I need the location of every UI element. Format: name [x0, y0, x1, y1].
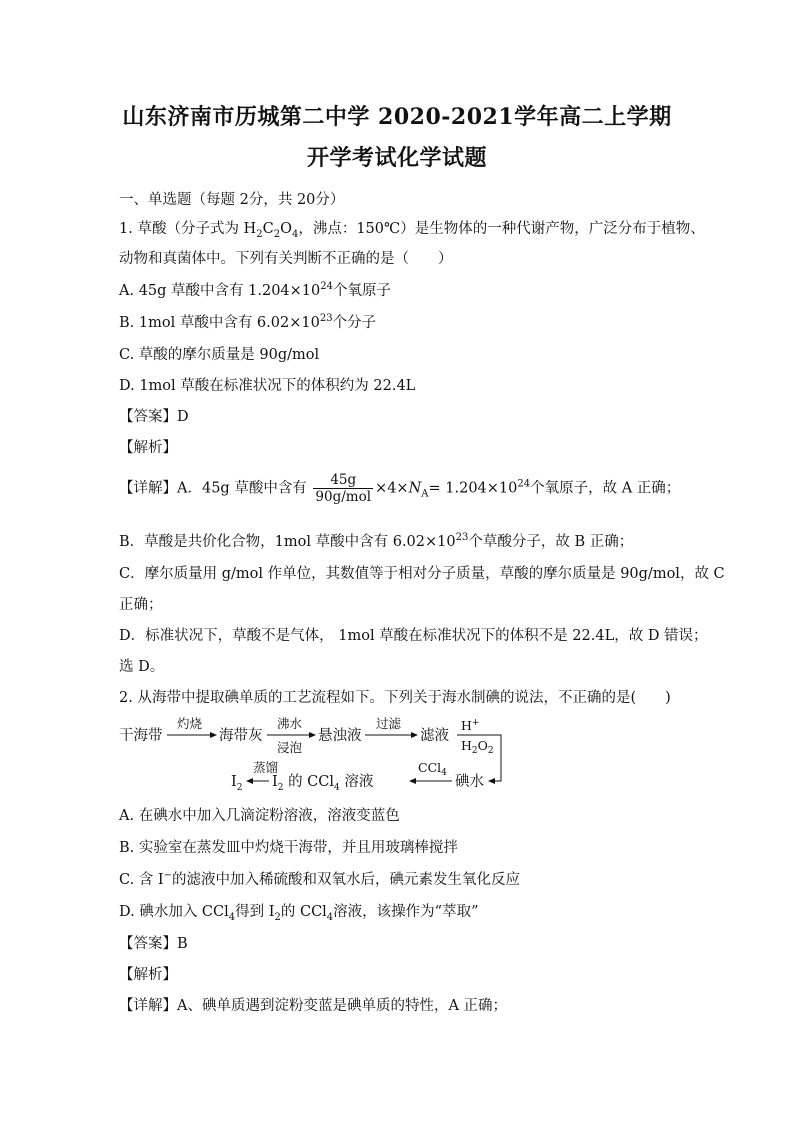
q1-explain-d: D．标准状况下，草酸不是气体， 1mol 草酸在标准状况下的体积不是 22.4L，故 D 错误；: [119, 628, 708, 644]
q2-option-d: D. 碘水加入 CCl$_4$得到 $I_2$的 CCl$_4$溶液，该操作为“萃取”: [119, 904, 479, 923]
q1-analysis-label: 【解析】: [119, 440, 177, 456]
q1-answer: 【答案】D: [119, 409, 189, 425]
q1-detail-a: 【详解】A．45g 草酸中含有 $\frac{45g}{\text{90g/mol}}$ $\times 4\times N_A= 1.204\times 10^{24}$个氧原子，故 A 正确；: [119, 472, 681, 505]
q1-option-d: D. 1mol 草酸在标准状况下的体积约为 22.4L: [119, 378, 416, 394]
q1-option-a: A. 45g 草酸中含有 $1.204\times 10^{24}$个氧原子: [119, 281, 391, 299]
flow-label-boiling-water: 沸水: [277, 716, 303, 731]
flow-label-ccl4: CCl$_4$: [418, 760, 447, 778]
flow-node-suspension: 悬浊液: [318, 728, 362, 744]
flow-reagent-h: H+: [461, 718, 480, 733]
q1-stem-line1: 1. 草酸（分子式为 $H_2C_2O_4$，沸点：150℃）是生物体的一种代谢产物，广泛分布于植物、: [119, 221, 705, 240]
flow-label-distill: 蒸馏: [253, 760, 279, 775]
q2-stem: 2. 从海带中提取碘单质的工艺流程如下。下列关于海水制碘的说法，不正确的是( ): [119, 690, 671, 706]
q1-explain-c2: 正确；: [119, 597, 163, 613]
flow-reagent-h2o2: $H_2O_2$: [461, 738, 494, 756]
flow-node-i2: $I_2$: [231, 774, 243, 793]
q1-explain-c1: C．摩尔质量用 g/mol 作单位，其数值等于相对分子质量，草酸的摩尔质量是 90g/mol，故 C: [119, 566, 725, 582]
q1-stem-line2: 动物和真菌体中。下列有关判断不正确的是（ ）: [119, 251, 453, 267]
flow-diagram: [119, 712, 519, 794]
document-title-line2: 开学考试化学试题: [306, 145, 487, 171]
flow-node-i2-ccl4-solution: $I_2$ 的 CCl$_4$ 溶液: [272, 774, 374, 793]
q1-choose: 选 D。: [119, 659, 165, 675]
flow-node-iodine-water: 碘水: [455, 774, 484, 790]
fraction: $\frac{45g}{\text{90g/mol}}$: [315, 472, 372, 505]
q1-option-b: B. 1mol 草酸中含有 $6.02\times 10^{23}$个分子: [119, 313, 377, 331]
q2-detail: 【详解】A、碘单质遇到淀粉变蓝是碘单质的特性，A 正确；: [119, 998, 508, 1014]
flow-label-burn: 灼烧: [177, 716, 203, 731]
q1-option-c: C. 草酸的摩尔质量是 90g/mol: [119, 347, 320, 363]
document-title-line1: 山东济南市历城第二中学 2020-2021学年高二上学期: [122, 104, 672, 130]
q2-option-c: C. 含 I−的滤液中加入稀硫酸和双氧水后，碘元素发生氧化反应: [119, 870, 521, 888]
flow-arrow-4: [489, 735, 501, 781]
section-heading: 一、单选题（每题 2分，共 20分）: [119, 192, 345, 208]
flow-node-kelp-ash: 海带灰: [219, 728, 263, 744]
flow-node-dry-kelp: 干海带: [119, 728, 163, 744]
q2-option-b: B. 实验室在蒸发皿中灼烧干海带，并且用玻璃棒搅拌: [119, 840, 458, 856]
flow-label-soak: 浸泡: [277, 740, 303, 755]
q2-option-a: A. 在碘水中加入几滴淀粉溶液，溶液变蓝色: [119, 808, 400, 824]
flow-label-filter: 过滤: [376, 716, 402, 731]
q1-explain-b: B．草酸是共价化合物，1mol 草酸中含有 $6.02\times 10^{23}$个草酸分子，故 B 正确；: [119, 532, 634, 550]
q2-analysis-label: 【解析】: [119, 967, 177, 983]
flow-node-filtrate: 滤液: [420, 728, 449, 744]
q2-answer: 【答案】B: [119, 936, 188, 952]
